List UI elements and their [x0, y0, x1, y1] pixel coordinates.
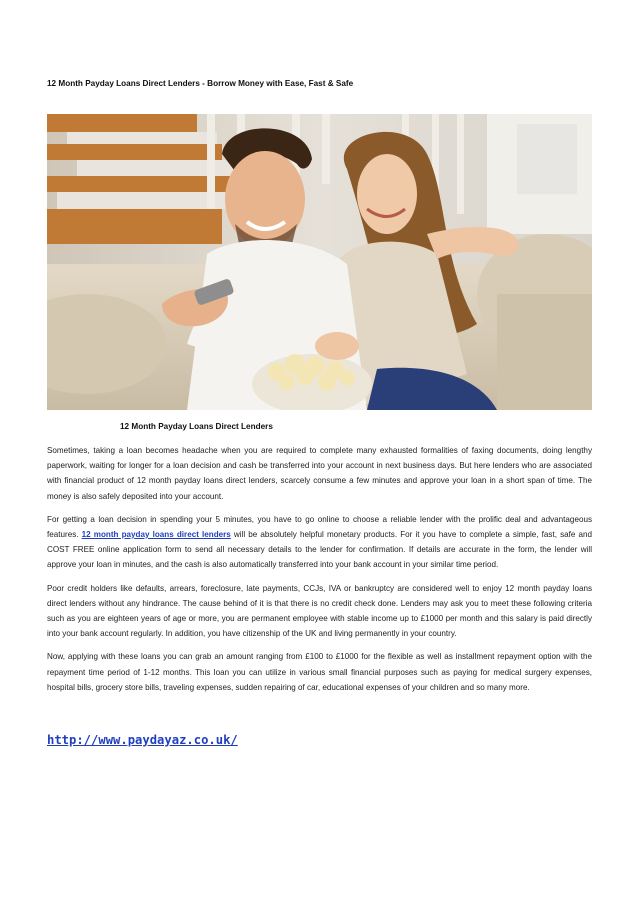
paragraph-3: Poor credit holders like defaults, arrears, foreclosure, late payments, CCJs, IVA or bankruptcy are considered well to enjoy 12 month payday loans direct lenders without any hindrance. The cause behind of it is that there is no credit check done. Lenders may ask you to meet these following criteria such as you are eighteen years of age or more, you are permanent employee with stable income up to £1000 per month and this salary is paid directly into your bank account regularly. In addition, you have citizenship of the UK and living permanently in your country. [47, 583, 592, 639]
couple-photo [47, 114, 592, 410]
document-title: 12 Month Payday Loans Direct Lenders - Borrow Money with Ease, Fast & Safe [47, 79, 354, 88]
paragraph-2 [47, 512, 592, 573]
paragraph-2-intro: For getting a loan decision in spending your 5 minutes, you have to go online to choose a reliable lender with the prolific deal and advantageous features. [47, 514, 592, 540]
website-link[interactable]: http://www.paydayaz.co.uk/ [47, 733, 238, 747]
photo-caption: 12 Month Payday Loans Direct Lenders [120, 422, 273, 431]
loans-link[interactable]: 12 month payday loans direct lenders [81, 530, 231, 540]
paragraph-2-rest: will be absolutely helpful monetary products. For it you have to complete a simple, fast, safe and COST FREE online application form to send all necessary details to the lender for confirmation. If details are accurate in the form, the lender will approve your loan in minutes, and the cash is also automatically transferred into your bank account in your similar time period. [47, 530, 592, 570]
paragraph-4: Now, applying with these loans you can grab an amount ranging from £100 to £1000 for the flexible as well as installment repayment option with the repayment time period of 1-12 months. This loan you can utilize in various small financial purposes such as paying for medical surgery expenses, hospital bills, grocery store bills, traveling expenses, sudden repairing of car, educational expenses of your children and so many more. [47, 652, 592, 692]
paragraph-1: Sometimes, taking a loan becomes headache when you are required to complete many exhausted formalities of faxing documents, doing lengthy paperwork, waiting for longer for a loan decision and cash be transferred into your account in next business days. But here lenders who are associated with financial product of 12 month payday loans direct lenders, scarcely consume a few minutes and approve your loan in a short span of time. The money is also safely deposited into your account. [47, 446, 592, 501]
article-body [47, 443, 592, 703]
couple-with-remote-image [47, 114, 592, 410]
